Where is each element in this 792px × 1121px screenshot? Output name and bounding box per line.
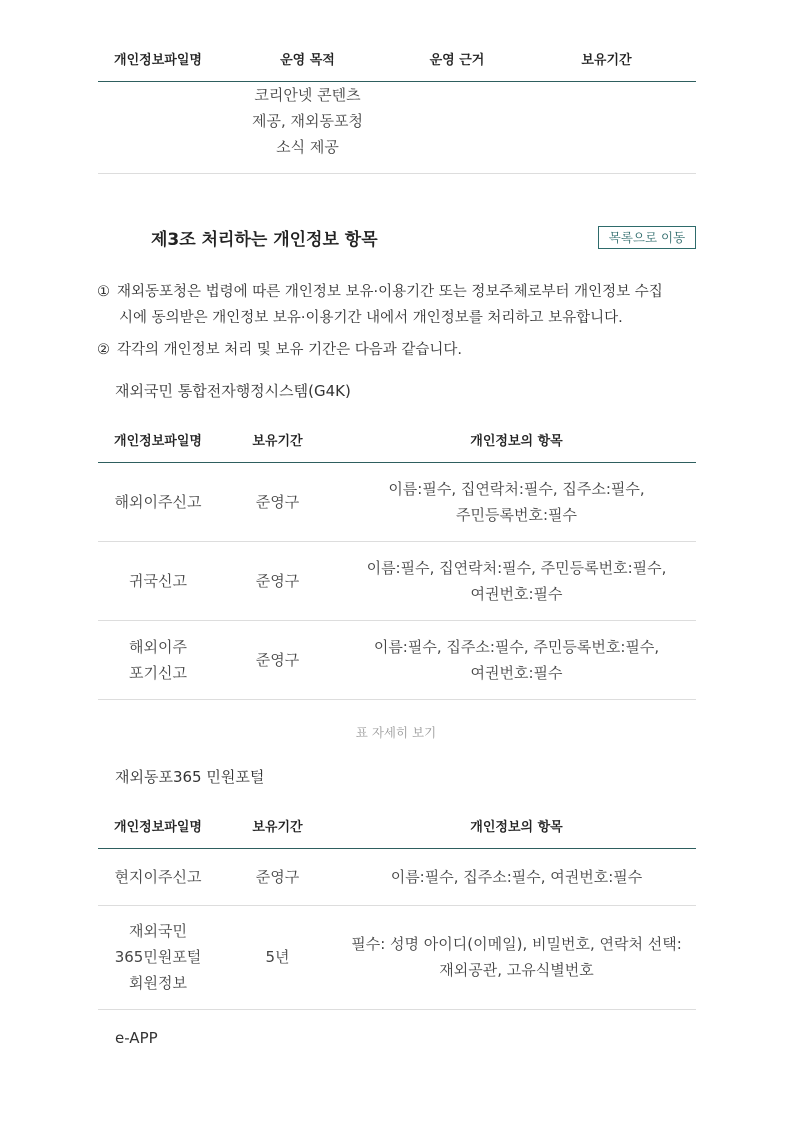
cell-line: 현지이주신고 [114,867,202,886]
table-row [98,905,696,1009]
table-header-row [98,37,696,81]
table-row [98,848,696,905]
header-items: 개인정보의 항목 [337,418,696,462]
paragraph-text: 재외동포청은 법령에 따른 개인정보 보유·이용기간 또는 정보주체로부터 개인정보 수집 [117,284,663,300]
cell-file-name [98,81,218,173]
portal-table [98,804,696,1010]
section-title: 제3조 처리하는 개인정보 항목 [151,230,378,250]
operation-purpose-table [98,37,696,174]
cell-file-name [98,541,218,620]
table-row [98,541,696,620]
table-header-row [98,418,696,462]
cell-line: 귀국신고 [129,571,187,590]
cell-purpose [218,81,397,173]
header-purpose: 운영 목적 [218,37,397,81]
cell-items [337,541,696,620]
cell-line: 이름:필수, 집주소:필수, 주민등록번호:필수, [373,637,660,656]
cell-period: 준영구 [218,462,337,541]
table-header-row [98,804,696,848]
cell-line: 재외공관, 고유식별번호 [439,961,594,979]
paragraph-1 [97,279,697,331]
header-file-name: 개인정보파일명 [98,37,218,81]
cell-line: 여권번호:필수 [470,584,563,603]
header-period: 보유기간 [517,37,696,81]
table-detail-link[interactable]: 표 자세히 보기 [355,725,437,740]
header-file-name: 개인정보파일명 [98,804,218,848]
cell-line: 365민원포털 [114,948,202,966]
cell-line: 포기신고 [129,663,187,682]
eapp-title: e-APP [115,1029,158,1047]
cell-line: 코리안넷 콘텐츠 [254,85,361,104]
cell-line: 해외이주신고 [114,492,202,511]
cell-line: 해외이주 [129,637,187,656]
table-row [98,462,696,541]
cell-period: 준영구 [218,848,337,905]
paragraph-text: 각각의 개인정보 처리 및 보유 기간은 다음과 같습니다. [117,342,463,358]
cell-line: 재외국민 [129,922,187,940]
cell-items [337,620,696,699]
paragraph-2 [97,337,697,363]
cell-line: 제공, 재외동포청 [252,111,363,130]
g4k-title: 재외국민 통합전자행정시스템(G4K) [115,382,351,400]
cell-file-name [98,620,218,699]
header-basis: 운영 근거 [397,37,517,81]
cell-line: 필수: 성명 아이디(이메일), 비밀번호, 연락처 선택: [351,935,682,953]
header-items: 개인정보의 항목 [337,804,696,848]
cell-file-name [98,462,218,541]
cell-line: 여권번호:필수 [470,663,563,682]
table-row [98,620,696,699]
cell-items [337,905,696,1009]
cell-line: 이름:필수, 집연락처:필수, 집주소:필수, [388,479,645,498]
header-period: 보유기간 [218,418,337,462]
header-file-name: 개인정보파일명 [98,418,218,462]
cell-file-name [98,905,218,1009]
cell-period: 준영구 [218,541,337,620]
toc-button[interactable]: 목록으로 이동 [598,226,696,249]
paragraph-number: ① [97,284,110,300]
cell-basis [397,81,517,173]
cell-line: 주민등록번호:필수 [456,505,577,524]
paragraph-text: 시에 동의받은 개인정보 보유·이용기간 내에서 개인정보를 처리하고 보유합니다. [119,310,623,326]
cell-period: 5년 [218,905,337,1009]
cell-items [337,462,696,541]
cell-period [517,81,696,173]
cell-line: 회원정보 [129,974,187,992]
cell-period: 준영구 [218,620,337,699]
cell-items [337,848,696,905]
paragraph-number: ② [97,342,110,358]
portal-title: 재외동포365 민원포털 [115,768,265,786]
cell-line: 이름:필수, 집연락처:필수, 주민등록번호:필수, [366,558,667,577]
header-period: 보유기간 [218,804,337,848]
cell-line: 이름:필수, 집주소:필수, 여권번호:필수 [390,867,643,886]
table-row [98,81,696,173]
cell-file-name [98,848,218,905]
cell-line: 소식 제공 [276,137,339,156]
g4k-table [98,418,696,700]
